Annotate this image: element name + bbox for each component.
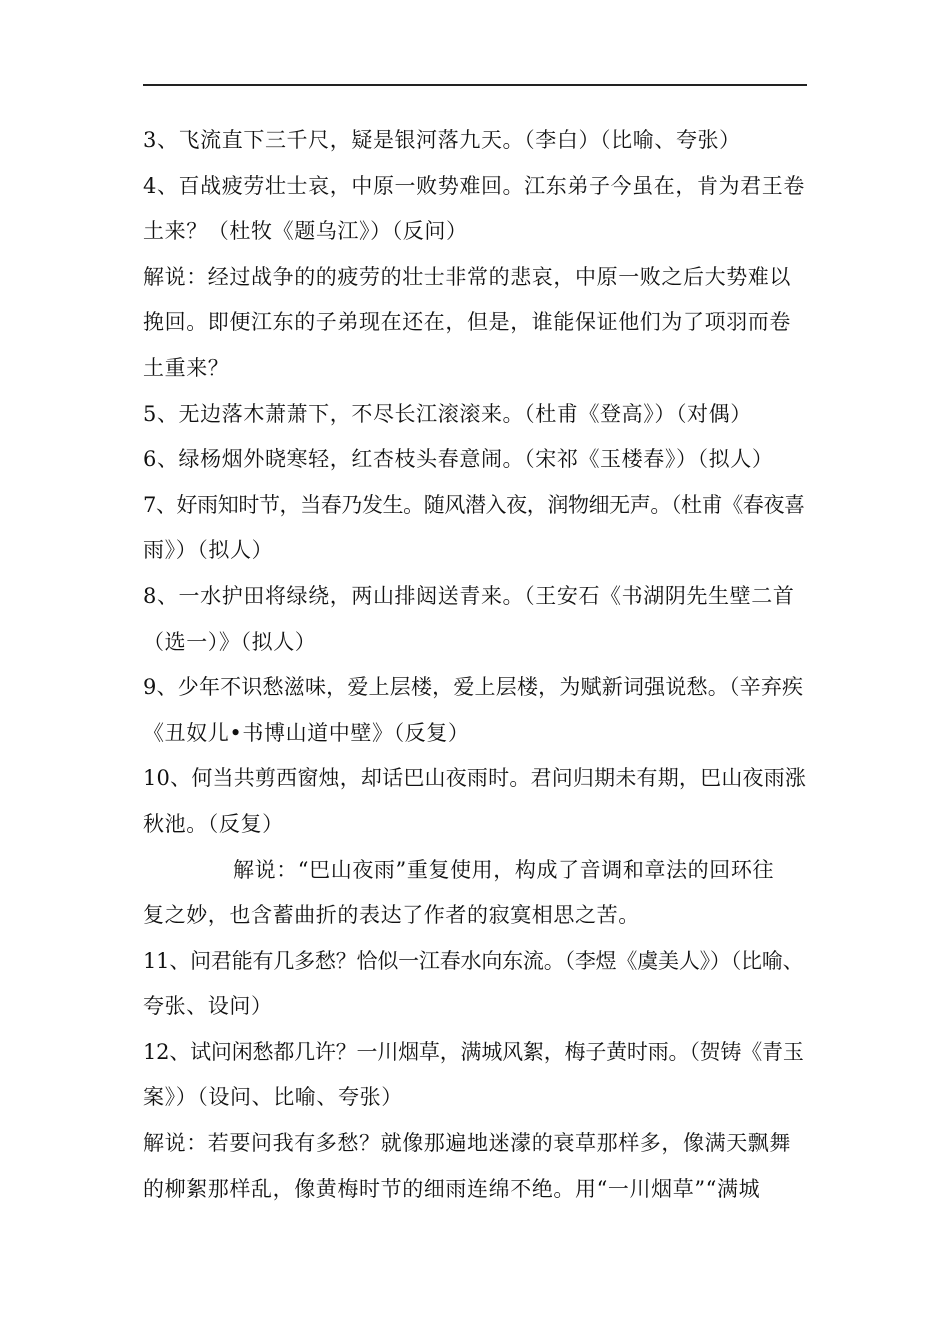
text-line: 3、飞流直下三千尺，疑是银河落九天。（李白）（比喻、夸张） — [143, 128, 741, 152]
text-line: 《丑奴儿•书博山道中壁》（反复） — [143, 720, 470, 745]
text-line: 解说：经过战争的的疲劳的壮士非常的悲哀，中原一败之后大势难以 — [143, 264, 791, 289]
text-line: 复之妙，也含蓄曲折的表达了作者的寂寞相思之苦。 — [143, 903, 640, 928]
text-line: 土重来？ — [143, 355, 230, 380]
text-line: 9、少年不识愁滋味，爱上层楼，爱上层楼，为赋新词强说愁。（辛弃疾 — [143, 675, 804, 700]
text-line-indented: 解说：“巴山夜雨”重复使用，构成了音调和章法的回环往 — [233, 857, 775, 882]
text-line: 12、试问闲愁都几许？一川烟草，满城风絮，梅子黄时雨。（贺铸《青玉 — [143, 1039, 804, 1064]
text-line: 案》）（设问、比喻、夸张） — [143, 1085, 403, 1110]
document-body — [143, 118, 807, 1212]
text-line: 夸张、设问） — [143, 994, 273, 1019]
header-rule — [143, 84, 807, 86]
text-line: 11、问君能有几多愁？恰似一江春水向东流。（李煜《虞美人》）（比喻、 — [143, 948, 804, 973]
text-line: 6、绿杨烟外晓寒轻，红杏枝头春意闹。（宋祁《玉楼春》）（拟人） — [143, 447, 774, 472]
text-line: 雨》）（拟人） — [143, 538, 274, 563]
text-line: 10、何当共剪西窗烛，却话巴山夜雨时。君问归期未有期，巴山夜雨涨 — [143, 766, 807, 791]
text-line: 7、好雨知时节，当春乃发生。随风潜入夜，润物细无声。（杜甫《春夜喜 — [143, 492, 805, 517]
text-line: 4、百战疲劳壮士哀，中原一败势难回。江东弟子今虽在，肯为君王卷 — [143, 173, 805, 198]
text-line: 秋池。（反复） — [143, 811, 284, 836]
text-line: 5、无边落木萧萧下，不尽长江滚滚来。（杜甫《登高》）（对偶） — [143, 401, 752, 426]
text-line: 挽回。即便江东的子弟现在还在，但是，谁能保证他们为了项羽而卷 — [143, 310, 791, 335]
text-line: （选一）》（拟人） — [143, 629, 317, 654]
text-line: 解说：若要问我有多愁？就像那遍地迷濛的衰草那样多，像满天飘舞 — [143, 1131, 791, 1156]
text-line: 8、一水护田将绿绕，两山排闼送青来。（王安石《书湖阴先生壁二首 — [143, 583, 795, 608]
text-line: 土来？（杜牧《题乌江》）（反问） — [143, 219, 468, 244]
text-line: 的柳絮那样乱，像黄梅时节的细雨连绵不绝。用“一川烟草”“满城 — [143, 1176, 761, 1201]
